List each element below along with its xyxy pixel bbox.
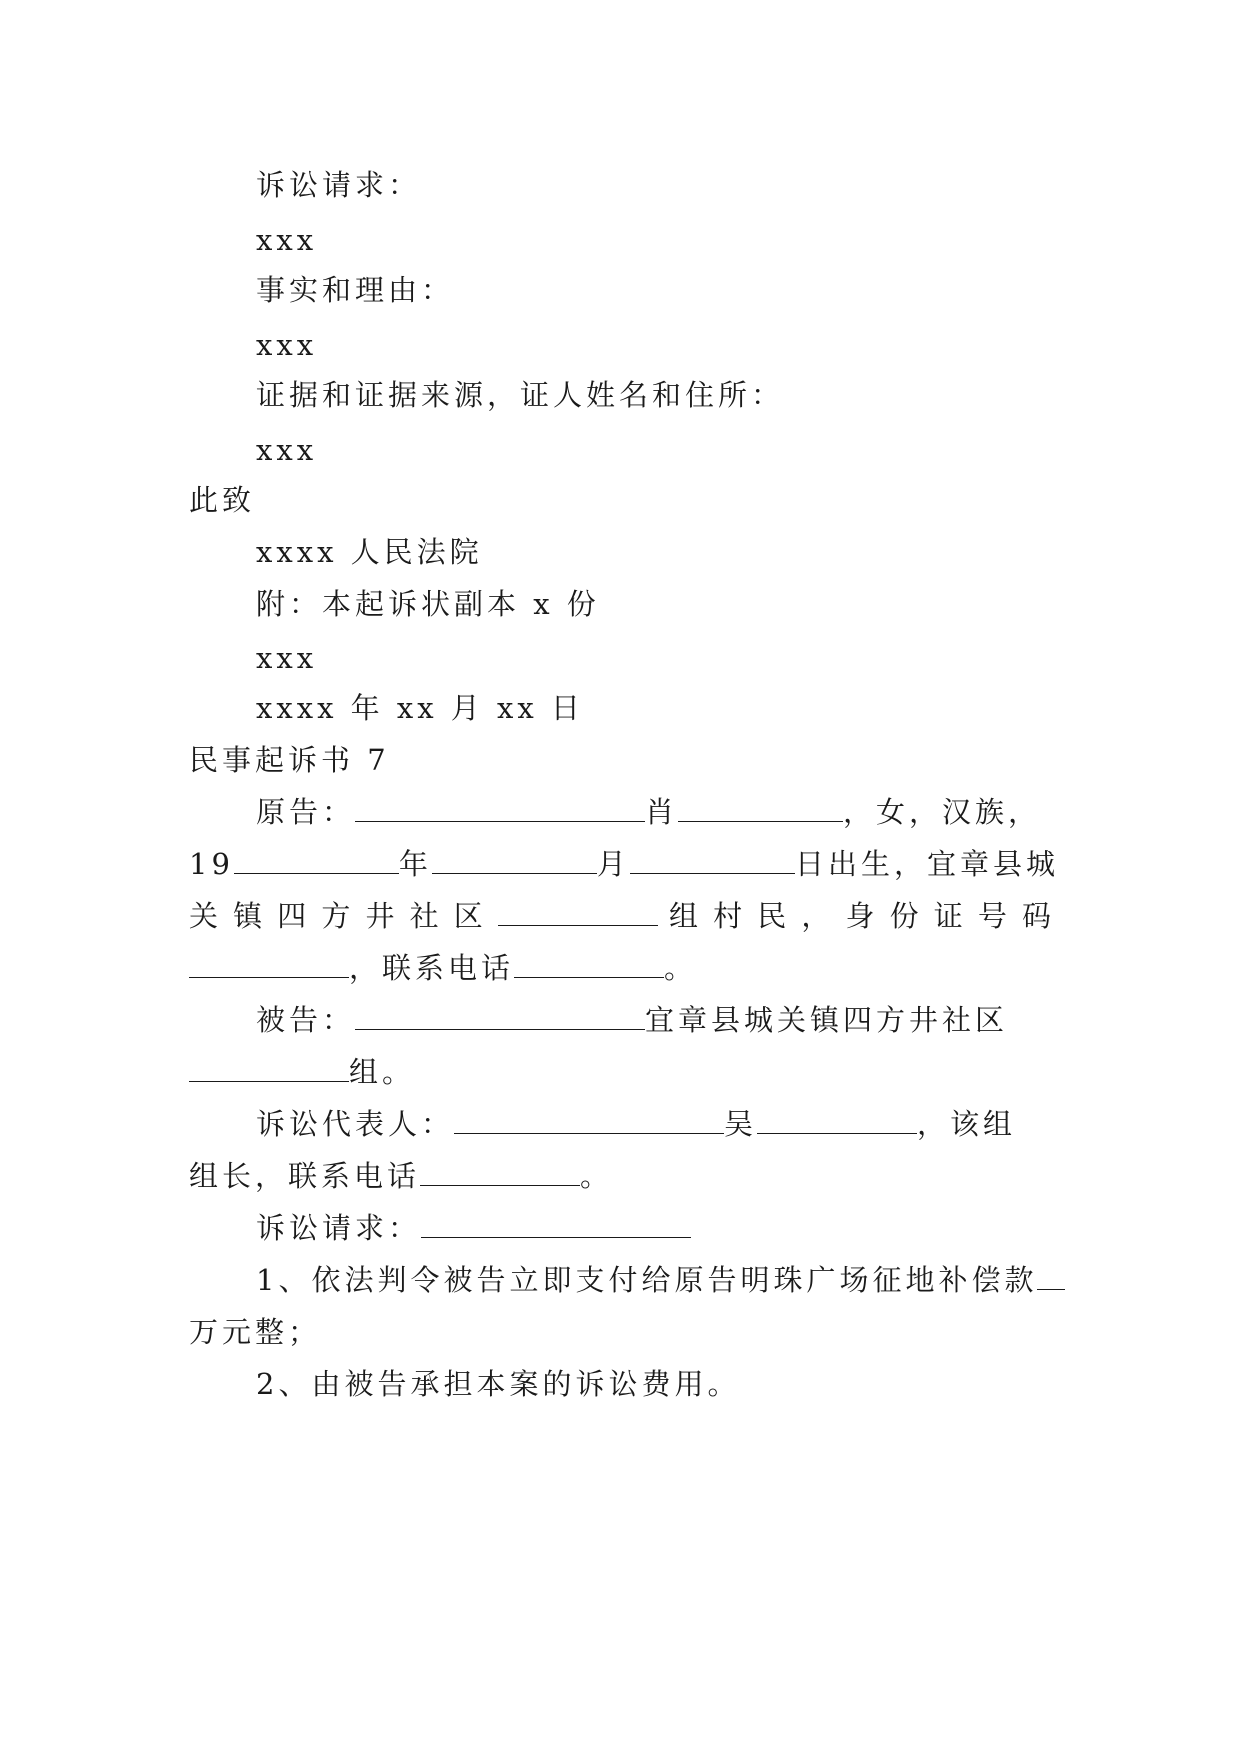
claim-item-1-text: 1、依法判令被告立即支付给原告明珠广场征地补偿款: [256, 1263, 1038, 1297]
representative-end: 。: [580, 1159, 614, 1193]
defendant-line-1: [256, 1000, 1055, 1040]
claims-blank: [421, 1211, 691, 1238]
salutation: 此致: [189, 483, 256, 517]
facts-content: xxx: [256, 328, 318, 362]
defendant-name-blank: [355, 1003, 645, 1030]
plaintiff-phone-label: ，联系电话: [349, 951, 515, 985]
id-number-blank: [189, 951, 349, 978]
claims-heading: [256, 1208, 1055, 1248]
birth-year-blank: [234, 847, 399, 874]
defendant-end: 组。: [349, 1055, 416, 1089]
plaintiff-name-blank: [355, 795, 645, 822]
plaintiff-line-1: [256, 792, 1055, 832]
defendant-label: 被告：: [256, 1003, 356, 1037]
date: xxxx 年 xx 月 xx 日: [256, 691, 584, 725]
group-number-blank: [498, 899, 658, 926]
signature: xxx: [256, 641, 318, 675]
representative-name-blank: [454, 1107, 724, 1134]
section-heading-evidence: 证据和证据来源，证人姓名和住所：: [256, 378, 785, 412]
attachment-note: 附：本起诉状副本 x 份: [256, 587, 600, 621]
plaintiff-line-2: [189, 844, 1059, 884]
plaintiff-line-3: [189, 896, 1055, 936]
section-heading-claims: 诉讼请求：: [256, 168, 422, 202]
plaintiff-tail: ，女，汉族，: [843, 795, 1042, 829]
plaintiff-year-prefix: 19: [189, 847, 234, 881]
claims-label: 诉讼请求：: [256, 1211, 422, 1245]
plaintiff-given-name-blank: [678, 795, 843, 822]
plaintiff-year-label: 年: [398, 847, 432, 881]
claim-item-1: [256, 1260, 1055, 1300]
compensation-amount-blank: [1037, 1263, 1065, 1290]
claims-content: xxx: [256, 223, 318, 257]
defendant-address: 宜章县城关镇四方井社区: [645, 1003, 1009, 1037]
representative-phone-blank: [420, 1159, 580, 1186]
plaintiff-community: 关镇四方井社区: [189, 899, 498, 933]
claim-item-2: 2、由被告承担本案的诉讼费用。: [256, 1367, 741, 1401]
representative-surname: 吴: [724, 1107, 758, 1141]
claim-item-1-continued: 万元整；: [189, 1315, 322, 1349]
representative-tail: ，该组: [917, 1107, 1017, 1141]
plaintiff-id-label: 组村民，身份证号码: [657, 899, 1055, 933]
court-name: xxxx 人民法院: [256, 535, 483, 569]
representative-role: 组长，联系电话: [189, 1159, 421, 1193]
document-title: 民事起诉书 7: [189, 743, 390, 777]
representative-given-name-blank: [757, 1107, 917, 1134]
plaintiff-end: 。: [664, 951, 698, 985]
plaintiff-label: 原告：: [256, 795, 356, 829]
evidence-content: xxx: [256, 433, 318, 467]
plaintiff-birth-tail: 日出生，宜章县城: [794, 847, 1059, 881]
birth-month-blank: [432, 847, 597, 874]
plaintiff-line-4: [189, 948, 1055, 988]
representative-label: 诉讼代表人：: [256, 1107, 455, 1141]
section-heading-facts: 事实和理由：: [256, 273, 455, 307]
representative-line-2: [189, 1156, 1055, 1196]
representative-line-1: [256, 1104, 1055, 1144]
plaintiff-surname: 肖: [645, 795, 679, 829]
birth-day-blank: [630, 847, 795, 874]
defendant-group-blank: [189, 1055, 349, 1082]
plaintiff-phone-blank: [514, 951, 664, 978]
plaintiff-month-label: 月: [596, 847, 630, 881]
defendant-line-2: [189, 1052, 1055, 1092]
